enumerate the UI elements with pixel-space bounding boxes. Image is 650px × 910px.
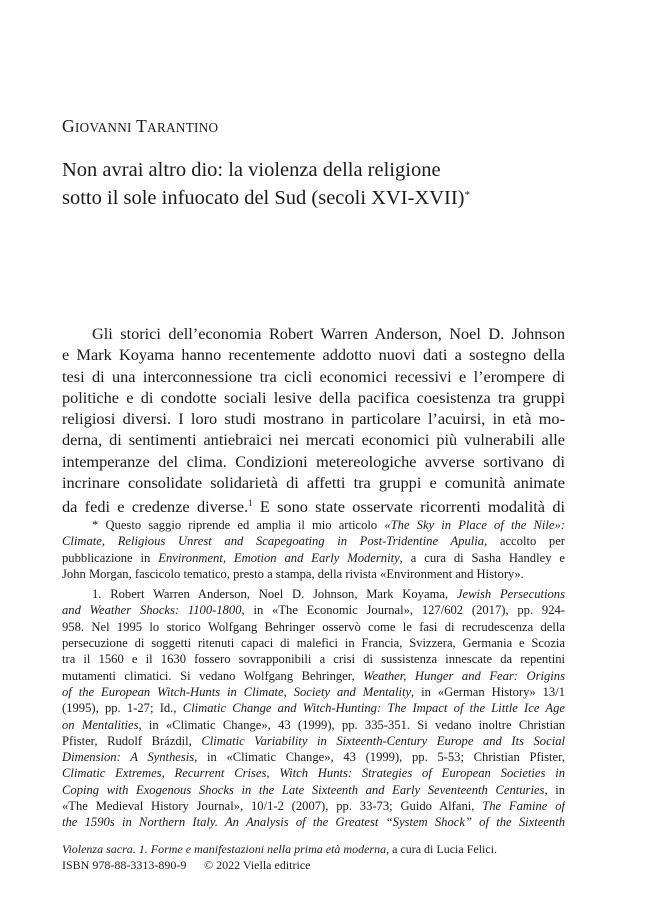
body-line: religiosi diversi. I loro studi mostrano in particolare l’acuirsi, in età mo- xyxy=(62,409,565,429)
title-line: sotto il sole infuocato del Sud (secoli XVI-XVII)* xyxy=(62,187,471,209)
footnote-line: tra il 1560 e il 1630 fossero sovrapponibili a crisi di sussistenza innescate da repentini xyxy=(62,652,565,667)
footnote-line: the 1590s in Northern Italy. An Analysis of the Greatest “System Shock” of the Sixteenth xyxy=(62,815,565,830)
body-line: politiche e di condotte sociali lesive della pacifica coesistenza tra gruppi xyxy=(62,387,565,407)
body-line: Gli storici dell’economia Robert Warren Anderson, Noel D. Johnson xyxy=(92,324,565,343)
footer-isbn-line xyxy=(62,858,497,874)
footnote-line: on Mentalities, in «Climatic Change», 43 (1999), pp. 335-351. Si vedano inoltre Christian xyxy=(62,717,565,732)
footnote-line: Climatic Extremes, Recurrent Crises, Witch Hunts: Strategies of European Societies in xyxy=(62,766,565,781)
footnote-line: pubblicazione in Environment, Emotion and Early Modernity, a cura di Sasha Handley e xyxy=(62,550,565,565)
title-line: Non avrai altro dio: la violenza della religione xyxy=(62,159,441,181)
footnote-line: and Weather Shocks: 1100-1800, in «The Economic Journal», 127/602 (2017), pp. 924- xyxy=(62,603,565,618)
body-line: e Mark Koyama hanno recentemente addotto nuovi dati a sostegno della xyxy=(62,345,565,365)
copyright: © 2022 Viella editrice xyxy=(204,857,311,872)
footnote-line: 1. Robert Warren Anderson, Noel D. Johnson, Mark Koyama, Jewish Persecutions xyxy=(92,587,565,602)
page-footer xyxy=(62,842,497,873)
footnote-star xyxy=(62,517,565,582)
body-line: intemperanze del clima. Condizioni metereologiche avverse sortivano di xyxy=(62,451,565,471)
footnote-line: Dimension: A Synthesis, in «Climatic Change», 43 (1999), pp. 5-53; Christian Pfister, xyxy=(62,750,565,765)
footer-book-line: Violenza sacra. 1. Forme e manifestazioni nella prima età moderna, a cura di Lucia Felici. xyxy=(62,842,498,856)
footnotes xyxy=(62,517,565,831)
footnote-ref: 1 xyxy=(248,498,253,509)
body-line: da fedi e credenze diverse.$^1$ E sono state osservate ricorrenti modalità di xyxy=(62,497,565,517)
body-line: derna, di sentimenti antiebraici nei mercati economici più vulnerabili alle xyxy=(62,430,565,450)
footnote-line: Climate, Religious Unrest and Scapegoating in Post-Tridentine Apulia, accolto per xyxy=(62,534,565,549)
footnote-line: John Morgan, fascicolo tematico, presto a stampa, della rivista «Environment and History». xyxy=(62,566,524,581)
footnote-line: Pfister, Rudolf Brázdil, Climatic Variability in Sixteenth-Century Europe and Its Social xyxy=(62,733,565,748)
isbn: ISBN 978-88-3313-890-9 xyxy=(62,857,187,872)
author-name: GIOVANNI TARANTINO xyxy=(62,116,219,136)
footnote-line: 958. Nel 1995 lo storico Wolfgang Behringer osservò come le fasi di recrudescenza della xyxy=(62,619,565,634)
footnote-line: of the European Witch-Hunts in Climate, Society and Mentality, in «German History» 13/1 xyxy=(62,684,565,699)
footnote-line: Coping with Exogenous Shocks in the Late Sixteenth and Early Seventeenth Centuries, in xyxy=(62,782,565,797)
chapter-title xyxy=(62,158,470,211)
footnote-mark: * xyxy=(464,189,471,201)
body-line: incrinare consolidate solidarietà di affetti tra gruppi e comunità animate xyxy=(62,473,565,493)
footnote-line: (1995), pp. 1-27; Id., Climatic Change and Witch-Hunting: The Impact of the Little Ice Age xyxy=(62,701,565,716)
body-line: tesi di una interconnessione tra cicli economici recessivi e l’erompere di xyxy=(62,366,565,386)
footnote-line: «The Medieval History Journal», 10/1-2 (2007), pp. 33-73; Guido Alfani, The Famine of xyxy=(62,799,565,814)
footnote-line: * Questo saggio riprende ed amplia il mio articolo «The Sky in Place of the Nile»: xyxy=(92,518,565,532)
footnote-line: persecuzione di soggetti ritenuti capaci di malefici in Francia, Svizzera, Germania e Scozia xyxy=(62,636,565,651)
footnote-1 xyxy=(62,586,565,830)
body-text xyxy=(62,323,565,518)
footnote-line: mutamenti climatici. Si vedano Wolfgang Behringer, Weather, Hunger and Fear: Origins xyxy=(62,668,565,683)
